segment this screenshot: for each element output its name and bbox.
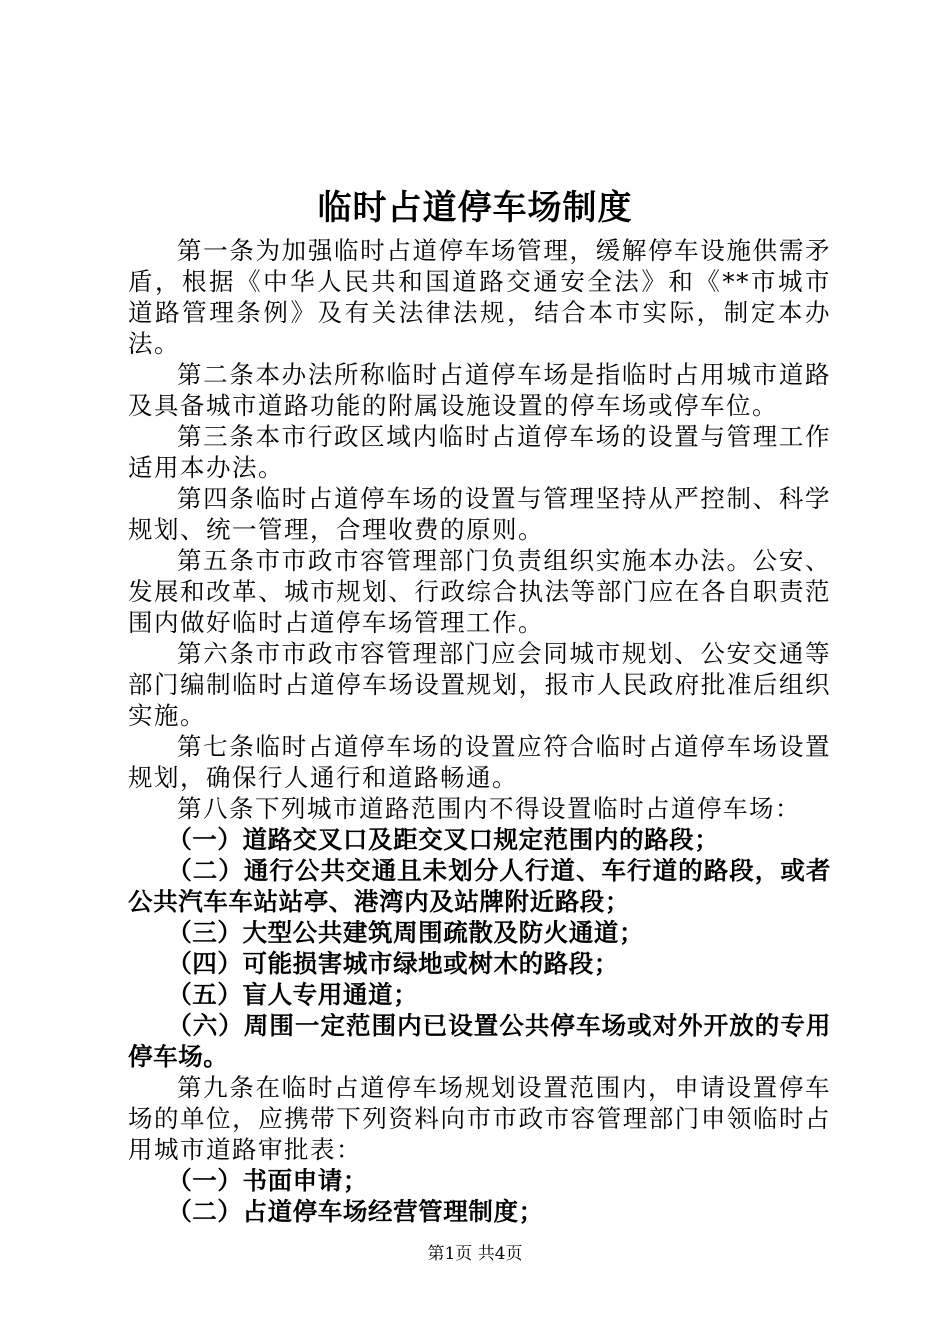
paragraph-article-5: 第五条市市政市容管理部门负责组织实施本办法。公安、发展和改革、城市规划、行政综合执法等部门应在各自职责范围内做好临时占道停车场管理工作。 xyxy=(128,546,831,637)
list-item-article-8-2: （二）通行公共交通且未划分人行道、车行道的路段，或者公共汽车车站站亭、港湾内及站牌附近路段； xyxy=(128,856,831,916)
document-body xyxy=(128,235,831,1227)
paragraph-article-1: 第一条为加强临时占道停车场管理，缓解停车设施供需矛盾，根据《中华人民共和国道路交通安全法》和《**市城市道路管理条例》及有关法律法规，结合本市实际，制定本办法。 xyxy=(128,236,831,358)
list-item-article-8-1: （一）道路交叉口及距交叉口规定范围内的路段； xyxy=(167,825,720,854)
paragraph-article-8: 第八条下列城市道路范围内不得设置临时占道停车场： xyxy=(177,794,801,823)
list-item-article-9-2: （二）占道停车场经营管理制度； xyxy=(167,1197,544,1226)
list-item-article-8-3: （三）大型公共建筑周围疏散及防火通道； xyxy=(167,918,645,947)
list-item-article-9-1: （一）书面申请； xyxy=(167,1166,368,1195)
list-item-article-8-5: （五）盲人专用通道； xyxy=(167,980,419,1009)
list-item-article-8-4: （四）可能损害城市绿地或树木的路段； xyxy=(167,949,619,978)
paragraph-article-4: 第四条临时占道停车场的设置与管理坚持从严控制、科学规划、统一管理，合理收费的原则。 xyxy=(128,484,831,544)
paragraph-article-2: 第二条本办法所称临时占道停车场是指临时占用城市道路及具备城市道路功能的附属设施设置的停车场或停车位。 xyxy=(128,360,831,420)
document-title: 临时占道停车场制度 xyxy=(317,188,633,228)
paragraph-article-6: 第六条市市政市容管理部门应会同城市规划、公安交通等部门编制临时占道停车场设置规划，报市人民政府批准后组织实施。 xyxy=(128,639,831,730)
paragraph-article-9: 第九条在临时占道停车场规划设置范围内，申请设置停车场的单位，应携带下列资料向市市政市容管理部门申领临时占用城市道路审批表： xyxy=(128,1073,831,1164)
paragraph-article-7: 第七条临时占道停车场的设置应符合临时占道停车场设置规划，确保行人通行和道路畅通。 xyxy=(128,732,831,792)
list-item-article-8-6: （六）周围一定范围内已设置公共停车场或对外开放的专用停车场。 xyxy=(128,1011,831,1071)
paragraph-article-3: 第三条本市行政区域内临时占道停车场的设置与管理工作适用本办法。 xyxy=(128,422,831,482)
page-footer: 第1页 共4页 xyxy=(427,1244,523,1264)
